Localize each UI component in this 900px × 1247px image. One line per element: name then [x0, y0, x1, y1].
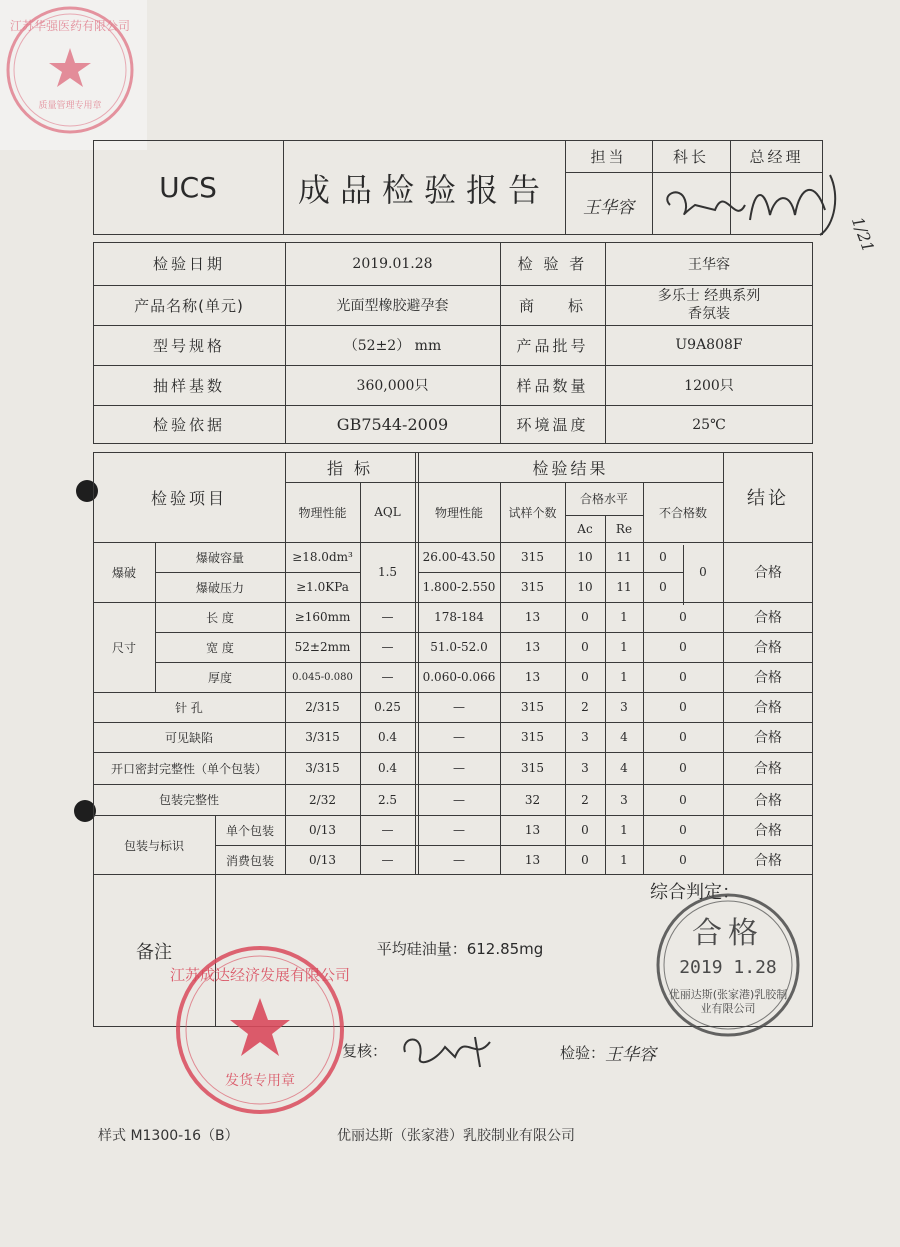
header-conclusion: 结论 [747, 488, 789, 509]
row-conclusion: 合格 [754, 792, 782, 809]
burst-fail-total: 0 [699, 565, 707, 579]
row-sample: 315 [521, 580, 544, 594]
row-re: 3 [620, 700, 628, 714]
group-pack-mark: 包装与标识 [123, 838, 184, 853]
header-pass-level: 合格水平 [579, 492, 628, 506]
row-result: — [453, 792, 465, 807]
row-name: 包装完整性 [158, 793, 219, 807]
row-sample: 13 [524, 670, 541, 684]
info-label: 检验依据 [152, 416, 225, 434]
row-conclusion: 合格 [754, 640, 782, 656]
row-re: 4 [620, 761, 628, 775]
info-value: 王华容 [688, 256, 730, 273]
row-name: 消费包装 [225, 853, 274, 868]
row-aql: 0.4 [377, 730, 398, 744]
info-label: 检验日期 [152, 255, 225, 273]
row-re: 1 [620, 670, 628, 684]
info-value: 1200只 [684, 378, 734, 394]
row-fail: 0 [659, 580, 667, 594]
row-name: 长 度 [206, 610, 234, 625]
row-result: 26.00-43.50 [422, 550, 496, 564]
row-result: 0.060-0.066 [422, 670, 496, 684]
row-fail: 0 [679, 823, 687, 837]
row-sample: 315 [521, 730, 544, 744]
info-label: 检 验 者 [517, 255, 588, 273]
info-label: 环境温度 [516, 416, 589, 434]
top-left-stamp [0, 0, 147, 150]
row-name: 可见缺陷 [164, 730, 213, 745]
row-ac: 0 [581, 640, 589, 654]
info-value: U9A808F [675, 337, 743, 353]
row-sample: 13 [524, 853, 541, 867]
judgement-stamp-company: 优丽达斯(张家港)乳胶制业有限公司 [668, 988, 788, 1015]
row-re: 1 [620, 610, 628, 624]
svg-text:质量管理专用章: 质量管理专用章 [38, 101, 102, 111]
row-result: 1.800-2.550 [422, 580, 496, 594]
row-aql: — [381, 640, 394, 654]
info-label: 产品批号 [516, 336, 589, 355]
row-fail: 0 [679, 792, 687, 807]
row-ac: 2 [581, 700, 589, 714]
row-aql: — [381, 610, 394, 624]
row-result: — [453, 761, 465, 775]
row-aql: 0.4 [377, 761, 398, 775]
header-ac: Ac [577, 521, 593, 536]
logo: UCS [159, 171, 217, 204]
row-aql: 0.25 [374, 700, 401, 714]
sign-label-chief: 科长 [672, 147, 709, 166]
row-phys: 0.045-0.080 [292, 671, 353, 683]
row-name: 厚度 [207, 670, 232, 685]
row-re: 11 [616, 580, 632, 594]
header-re: Re [615, 521, 633, 536]
row-conclusion: 合格 [754, 610, 782, 626]
remarks-label: 备注 [136, 942, 172, 963]
row-name: 爆破压力 [195, 580, 244, 595]
row-fail: 0 [679, 700, 687, 714]
review-label: 复核： [342, 1042, 388, 1060]
row-name: 爆破容量 [195, 550, 244, 565]
row-phys: 3/315 [305, 730, 340, 744]
row-name: 单个包装 [225, 823, 274, 838]
row-conclusion: 合格 [754, 670, 782, 686]
row-re: 1 [620, 853, 628, 867]
oil-note: 平均硅油量：612.85mg [376, 939, 544, 958]
row-name: 针 孔 [175, 700, 203, 715]
header-aql: AQL [374, 505, 401, 519]
footer-company: 优丽达斯（张家港）乳胶制业有限公司 [337, 1128, 575, 1144]
header-fail-count: 不合格数 [658, 505, 707, 520]
row-sample: 315 [521, 761, 544, 775]
row-conclusion: 合格 [754, 761, 782, 777]
info-label: 商 标 [518, 296, 587, 315]
info-value: 360,000只 [356, 378, 429, 394]
row-aql: — [381, 853, 394, 867]
row-ac: 0 [581, 610, 589, 624]
row-result: 178-184 [434, 610, 484, 624]
sign-value-staff: 王华容 [583, 197, 634, 218]
row-result: — [453, 823, 465, 837]
row-result: — [453, 730, 465, 744]
sign-label-staff: 担当 [590, 147, 627, 166]
group-burst: 爆破 [111, 565, 136, 580]
row-conclusion: 合格 [754, 565, 782, 581]
row-ac: 0 [581, 670, 589, 684]
info-value: 光面型橡胶避孕套 [336, 298, 449, 314]
judgement-label: 综合判定： [650, 882, 740, 903]
row-fail: 0 [679, 853, 687, 867]
info-label: 产品名称(单元) [134, 296, 244, 315]
form-number: 样式 M1300-16（B） [98, 1128, 239, 1144]
row-phys: 52±2mm [294, 640, 351, 654]
judgement-stamp-text: 合格 [692, 916, 764, 951]
row-phys: ≥160mm [294, 610, 351, 624]
row-conclusion: 合格 [754, 853, 782, 869]
group-size: 尺寸 [111, 640, 136, 655]
row-conclusion: 合格 [754, 700, 782, 716]
info-label: 型号规格 [152, 336, 225, 355]
row-ac: 10 [577, 580, 593, 594]
row-ac: 0 [581, 823, 589, 837]
header-index: 指 标 [326, 458, 374, 478]
row-fail: 0 [679, 730, 687, 744]
row-aql: 1.5 [377, 565, 398, 579]
row-result: — [453, 853, 465, 867]
row-phys: 2/32 [309, 792, 336, 807]
judgement-stamp-date: 2019 1.28 [679, 956, 777, 978]
sign-label-gm: 总经理 [749, 147, 804, 166]
row-name: 宽 度 [206, 640, 234, 655]
row-re: 1 [620, 640, 628, 654]
signature-scribbles [655, 165, 855, 245]
row-phys: ≥1.0KPa [296, 580, 349, 594]
info-value: 多乐士 经典系列 香氛装 [657, 288, 761, 322]
inspector-label: 检验： [560, 1044, 606, 1062]
row-fail: 0 [679, 761, 687, 775]
row-ac: 3 [581, 761, 589, 775]
info-value: GB7544-2009 [336, 415, 449, 434]
row-phys: 2/315 [305, 700, 340, 714]
row-ac: 2 [581, 792, 589, 807]
row-aql: — [381, 823, 394, 837]
margin-note: 1/21 [847, 214, 879, 255]
row-sample: 315 [521, 700, 544, 714]
row-fail: 0 [679, 640, 687, 654]
reviewer-signature [395, 1022, 505, 1072]
row-phys: ≥18.0dm³ [292, 550, 353, 564]
row-re: 3 [620, 792, 628, 807]
svg-text:江苏成达经济发展有限公司: 江苏成达经济发展有限公司 [169, 966, 351, 984]
svg-text:江苏华强医药有限公司: 江苏华强医药有限公司 [9, 19, 131, 33]
row-conclusion: 合格 [754, 823, 782, 839]
row-re: 4 [620, 730, 628, 744]
header-phys2: 物理性能 [434, 505, 483, 520]
row-phys: 3/315 [305, 761, 340, 775]
row-result: 51.0-52.0 [430, 640, 488, 654]
row-conclusion: 合格 [754, 730, 782, 746]
bottom-left-stamp [160, 940, 360, 1120]
row-fail: 0 [659, 550, 667, 564]
header-item: 检验项目 [150, 488, 227, 508]
row-sample: 13 [524, 640, 541, 654]
row-fail: 0 [679, 670, 687, 684]
info-value: 2019.01.28 [352, 255, 433, 272]
row-result: — [453, 700, 465, 714]
row-aql: 2.5 [377, 792, 398, 807]
row-sample: 315 [521, 550, 544, 564]
header-phys: 物理性能 [298, 505, 347, 520]
page-title: 成品检验报告 [297, 170, 550, 209]
info-label: 抽样基数 [152, 376, 225, 395]
row-phys: 0/13 [309, 853, 336, 867]
corner-stamp-area [0, 0, 147, 150]
row-ac: 10 [577, 550, 593, 564]
row-re: 1 [620, 823, 628, 837]
row-sample: 13 [524, 610, 541, 624]
info-value: 25℃ [692, 416, 726, 433]
header-sample: 试样个数 [508, 505, 557, 520]
row-ac: 3 [581, 730, 589, 744]
header-result: 检验结果 [532, 458, 609, 478]
row-sample: 32 [524, 792, 541, 807]
row-sample: 13 [524, 823, 541, 837]
row-name: 开口密封完整性（单个包装） [110, 761, 267, 776]
row-re: 11 [616, 550, 632, 564]
info-label: 样品数量 [516, 376, 589, 395]
info-value: （52±2） mm [343, 338, 442, 354]
row-aql: — [381, 670, 394, 684]
inspector-signature: 王华容 [605, 1045, 656, 1065]
row-ac: 0 [581, 853, 589, 867]
row-phys: 0/13 [309, 823, 336, 837]
row-fail: 0 [679, 610, 687, 624]
svg-text:发货专用章: 发货专用章 [225, 1073, 295, 1089]
